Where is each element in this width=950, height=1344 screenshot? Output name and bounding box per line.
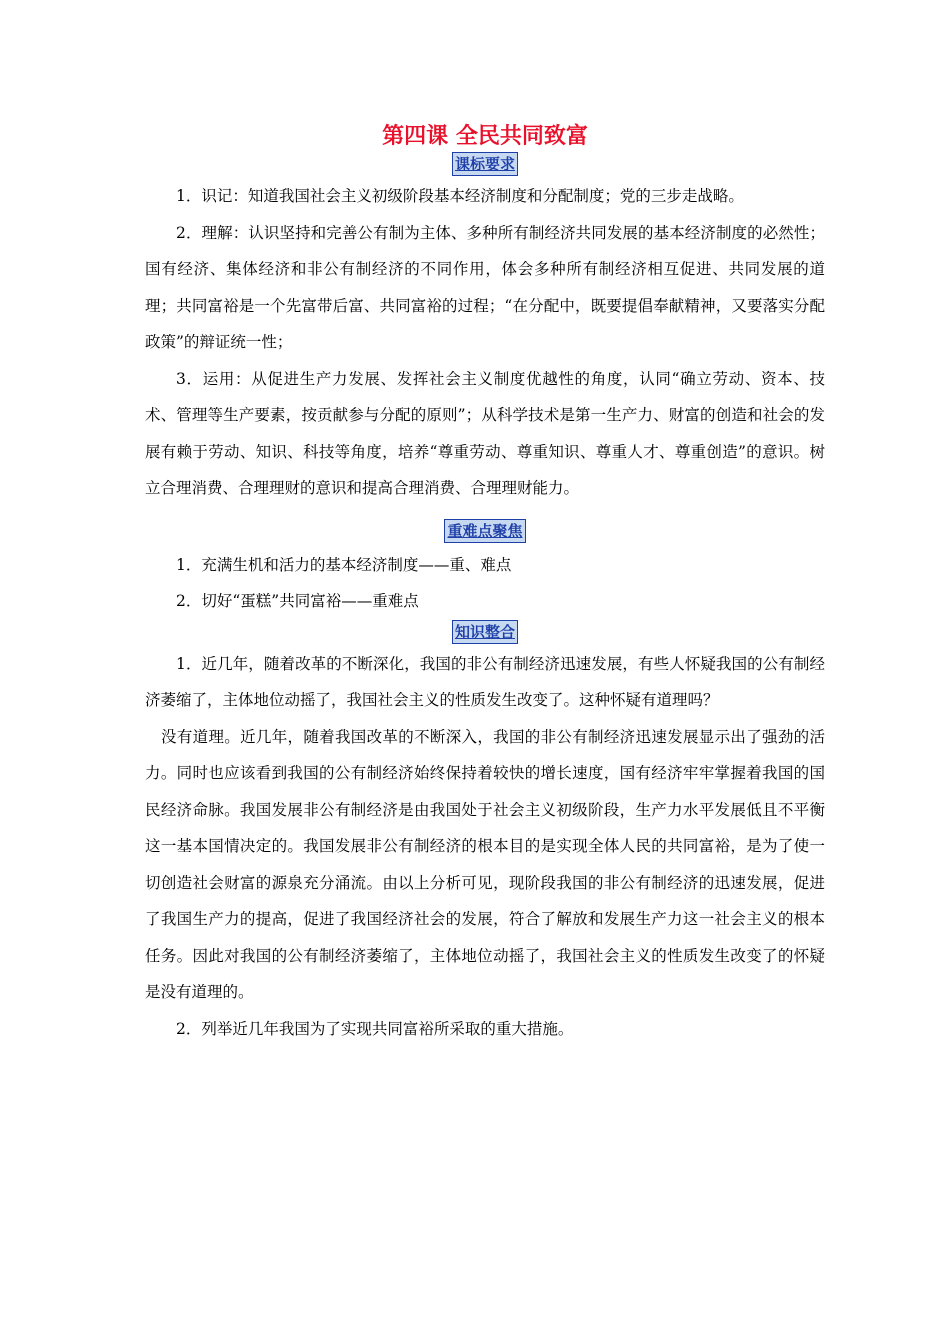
- integration-heading-wrap: [145, 620, 825, 644]
- focus-item: 1．充满生机和活力的基本经济制度——重、难点: [176, 555, 512, 574]
- requirement-item: 3．运用：从促进生产力发展、发挥社会主义制度优越性的角度，认同“确立劳动、资本、技术、管理等生产要素，按贡献参与分配的原则”；从科学技术是第一生产力、财富的创造和社会的发展有赖于劳动、知识、科技等角度，培养“尊重劳动、尊重知识、尊重人才、尊重创造”的意识。树立合理消费、合理理财的意识和提高合理消费、合理理财能力。: [145, 369, 825, 497]
- requirements-heading-wrap: [145, 152, 825, 176]
- section-heading-requirements: 课标要求: [452, 152, 518, 176]
- focus-item: 2．切好“蛋糕”共同富裕——重难点: [176, 592, 419, 610]
- answer-1: 没有道理。近几年，随着我国改革的不断深入，我国的非公有制经济迅速发展显示出了强劲的活力。同时也应该看到我国的公有制经济始终保持着较快的增长速度，国有经济牢牢掌握着我国的国民经济命脉。我国发展非公有制经济是由我国处于社会主义初级阶段，生产力水平发展低且不平衡这一基本国情决定的。我国发展非公有制经济的根本目的是实现全体人民的共同富裕，是为了使一切创造社会财富的源泉充分涌流。由以上分析可见，现阶段我国的非公有制经济的迅速发展，促进了我国生产力的提高，促进了我国经济社会的发展，符合了解放和发展生产力这一社会主义的根本任务。因此对我国的公有制经济萎缩了，主体地位动摇了，我国社会主义的性质发生改变了的怀疑是没有道理的。: [145, 727, 825, 1001]
- section-heading-integration: 知识整合: [452, 620, 518, 644]
- question-2: 2．列举近几年我国为了实现共同富裕所采取的重大措施。: [176, 1019, 574, 1038]
- question-1: 1．近几年，随着改革的不断深化，我国的非公有制经济迅速发展，有些人怀疑我国的公有制经济萎缩了，主体地位动摇了，我国社会主义的性质发生改变了。这种怀疑有道理吗？: [145, 654, 825, 709]
- requirement-item: 1．识记：知道我国社会主义初级阶段基本经济制度和分配制度；党的三步走战略。: [176, 187, 744, 205]
- section-heading-focus: 重难点聚焦: [444, 519, 525, 543]
- document-page: [145, 120, 825, 1047]
- focus-heading-wrap: [145, 519, 825, 543]
- page-title: 第四课 全民共同致富: [382, 123, 588, 149]
- requirement-item: 2．理解：认识坚持和完善公有制为主体、多种所有制经济共同发展的基本经济制度的必然性；国有经济、集体经济和非公有制经济的不同作用，体会多种所有制经济相互促进、共同发展的道理；共同富裕是一个先富带后富、共同富裕的过程；“在分配中，既要提倡奉献精神，又要落实分配政策”的辩证统一性；: [145, 223, 825, 351]
